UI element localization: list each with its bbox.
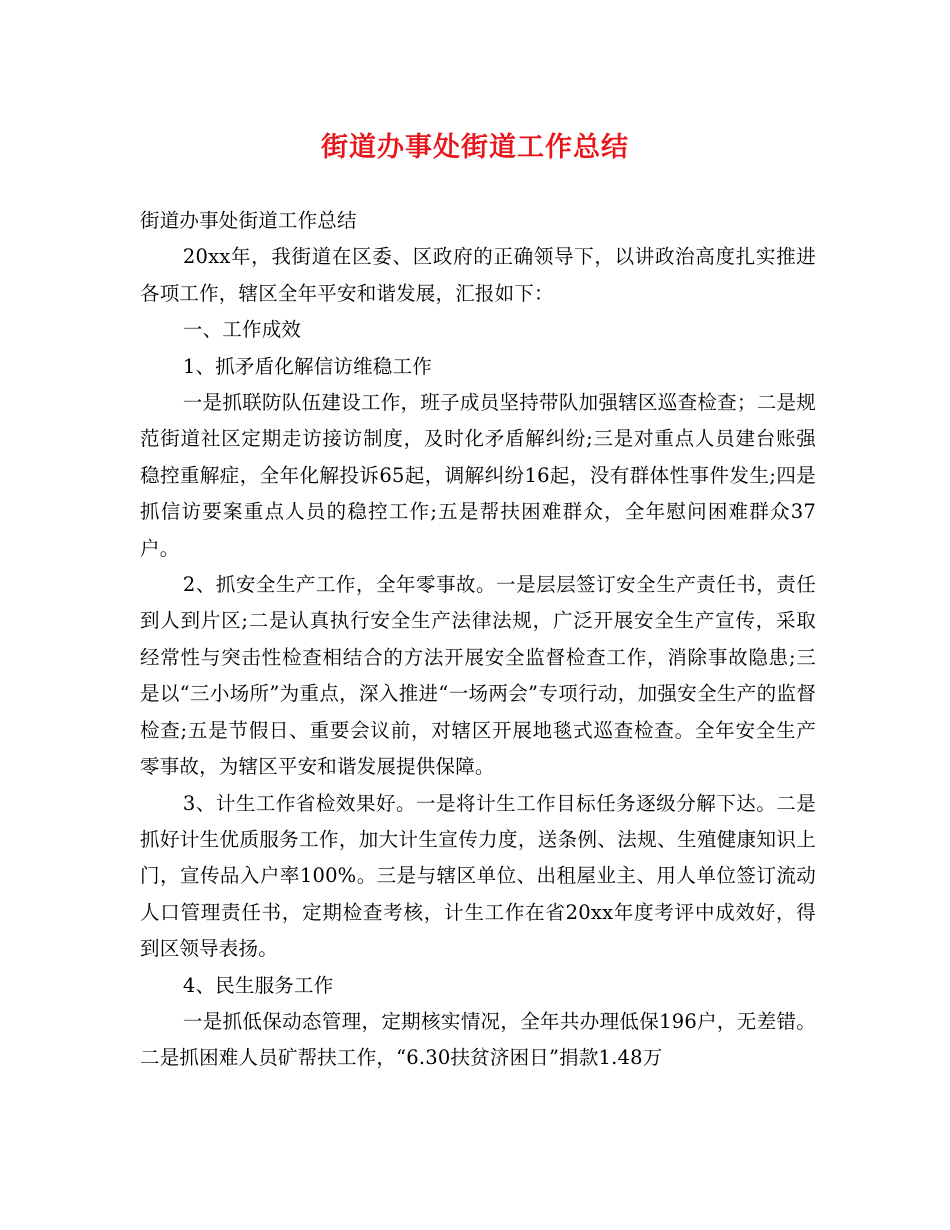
intro-paragraph: 20xx年，我街道在区委、区政府的正确领导下，以讲政治高度扎实推进各项工作，辖区全年平安和谐发展，汇报如下： (140, 245, 816, 305)
paragraph-family-planning: 3、计生工作省检效果好。一是将计生工作目标任务逐级分解下达。二是抓好计生优质服务工作，加大计生宣传力度，送条例、法规、生殖健康知识上门，宣传品入户率100%。三是与辖区单位、出租屋业主、用人单位签订流动人口管理责任书，定期检查考核，计生工作在省20xx年度考评中成效好，得到区领导表扬。 (140, 791, 816, 961)
paragraph-petition-stability: 一是抓联防队伍建设工作，班子成员坚持带队加强辖区巡查检查；二是规范街道社区定期走访接访制度，及时化矛盾解纠纷;三是对重点人员建台账强稳控重解症，全年化解投诉65起，调解纠纷16起，没有群体性事件发生;四是抓信访要案重点人员的稳控工作;五是帮扶困难群众，全年慰问困难群众37户。 (140, 391, 816, 560)
section-heading-achievements: 一、工作成效 (182, 318, 302, 342)
document-body (140, 203, 816, 1077)
paragraph-livelihood-service: 一是抓低保动态管理，定期核实情况，全年共办理低保196户，无差错。二是抓困难人员矿帮扶工作，“6.30扶贫济困日”捐款1.48万 (140, 1009, 816, 1070)
subheading-livelihood-service: 4、民生服务工作 (182, 973, 334, 997)
document-title: 街道办事处街道工作总结 (321, 132, 629, 163)
paragraph-safety-production: 2、抓安全生产工作，全年零事故。一是层层签订安全生产责任书，责任到人到片区;二是认真执行安全生产法律法规，广泛开展安全生产宣传，采取经常性与突击性检查相结合的方法开展安全监督检查工作，消除事故隐患;三是以“三小场所”为重点，深入推进“一场两会”专项行动，加强安全生产的监督检查;五是节假日、重要会议前，对辖区开展地毯式巡查检查。全年安全生产零事故，为辖区平安和谐发展提供保障。 (140, 573, 816, 779)
body-heading: 街道办事处街道工作总结 (140, 209, 357, 232)
subheading-petition-stability: 1、抓矛盾化解信访维稳工作 (182, 354, 432, 378)
